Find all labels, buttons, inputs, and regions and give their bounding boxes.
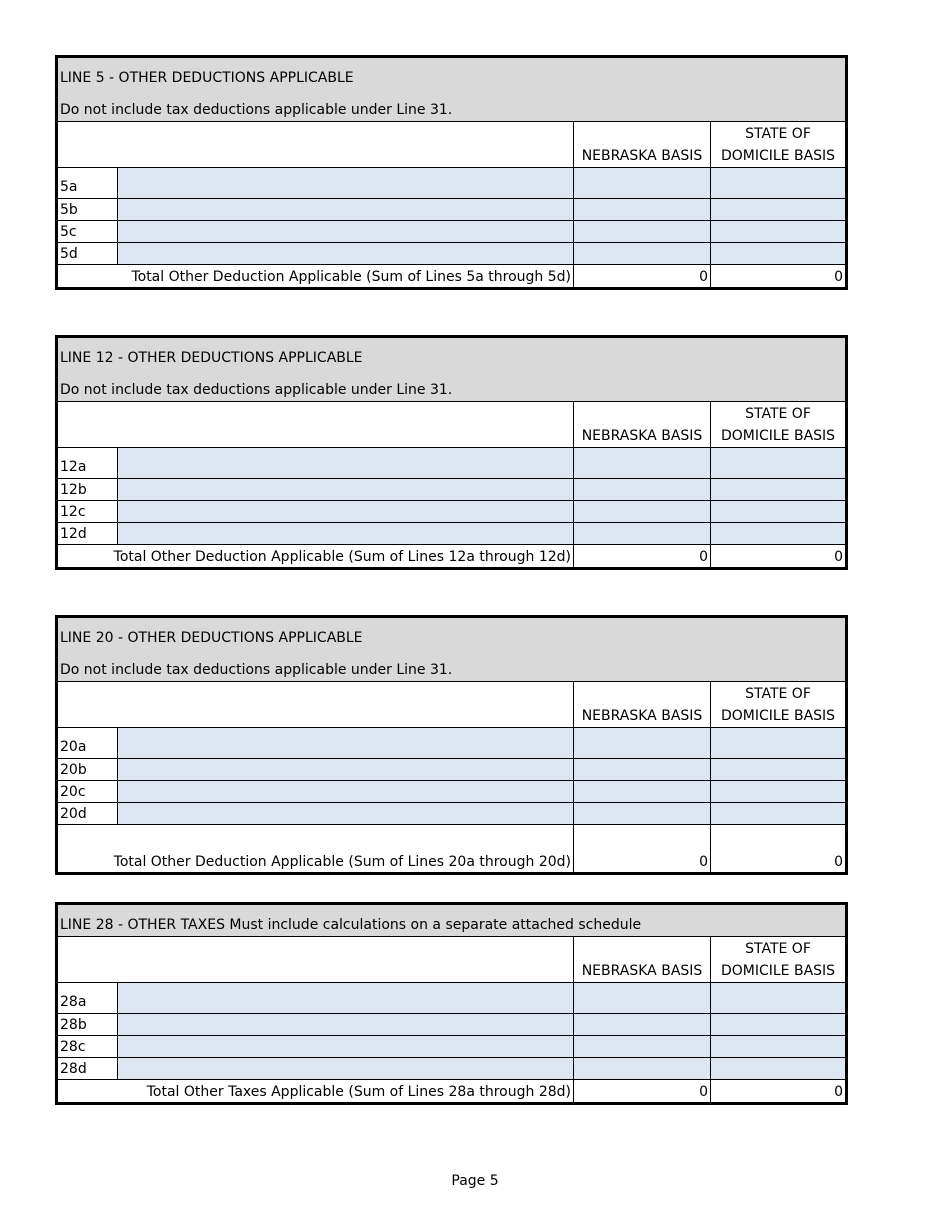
- nebraska-basis-header: NEBRASKA BASIS: [574, 122, 711, 167]
- nebraska-basis-header: NEBRASKA BASIS: [574, 682, 711, 727]
- description-input[interactable]: [118, 803, 574, 824]
- line-label: 20a: [58, 728, 118, 758]
- domicile-basis-header: STATE OF DOMICILE BASIS: [720, 940, 836, 979]
- table-row: [58, 728, 845, 759]
- table-row: [58, 221, 845, 243]
- line-20-section: [55, 615, 848, 875]
- line-label: 5a: [58, 168, 118, 198]
- domicile-basis-input[interactable]: [711, 1058, 845, 1079]
- domicile-basis-input[interactable]: [711, 448, 845, 478]
- line-label: 5b: [58, 199, 118, 220]
- domicile-basis-header: STATE OF DOMICILE BASIS: [720, 685, 836, 724]
- table-row: [58, 1058, 845, 1080]
- total-label: Total Other Deduction Applicable (Sum of Lines 5a through 5d): [58, 265, 574, 287]
- table-row: [58, 759, 845, 781]
- nebraska-basis-input[interactable]: [574, 523, 711, 544]
- description-input[interactable]: [118, 1036, 574, 1057]
- total-row: [58, 265, 845, 287]
- table-row: [58, 199, 845, 221]
- domicile-basis-input[interactable]: [711, 221, 845, 242]
- nebraska-basis-input[interactable]: [574, 168, 711, 198]
- line-label: 28c: [58, 1036, 118, 1057]
- section-header: [58, 338, 845, 401]
- nebraska-basis-input[interactable]: [574, 781, 711, 802]
- domicile-basis-input[interactable]: [711, 479, 845, 500]
- nebraska-basis-header: NEBRASKA BASIS: [574, 402, 711, 447]
- line-label: 20b: [58, 759, 118, 780]
- section-subtitle: Do not include tax deductions applicable under Line 31.: [60, 662, 453, 678]
- domicile-basis-input[interactable]: [711, 523, 845, 544]
- section-title: LINE 20 - OTHER DEDUCTIONS APPLICABLE: [60, 630, 363, 646]
- table-row: [58, 1036, 845, 1058]
- column-header-row: [58, 121, 845, 168]
- nebraska-basis-input[interactable]: [574, 759, 711, 780]
- nebraska-basis-input[interactable]: [574, 728, 711, 758]
- line-label: 28d: [58, 1058, 118, 1079]
- total-nebraska-value: 0: [574, 265, 711, 287]
- total-domicile-value: 0: [834, 269, 843, 285]
- line-label: 28a: [58, 983, 118, 1013]
- nebraska-basis-input[interactable]: [574, 479, 711, 500]
- total-domicile-value: 0: [834, 1084, 843, 1100]
- domicile-basis-input[interactable]: [711, 243, 845, 264]
- table-row: [58, 1014, 845, 1036]
- nebraska-basis-input[interactable]: [574, 221, 711, 242]
- domicile-basis-input[interactable]: [711, 781, 845, 802]
- table-row: [58, 781, 845, 803]
- line-label: 12a: [58, 448, 118, 478]
- description-input[interactable]: [118, 1058, 574, 1079]
- description-input[interactable]: [118, 983, 574, 1013]
- total-domicile-value: 0: [834, 854, 843, 870]
- total-nebraska-value: 0: [574, 545, 711, 567]
- table-row: [58, 243, 845, 265]
- total-row: [58, 545, 845, 567]
- description-input[interactable]: [118, 448, 574, 478]
- nebraska-basis-header: NEBRASKA BASIS: [574, 937, 711, 982]
- table-row: [58, 501, 845, 523]
- line-label: 5d: [58, 243, 118, 264]
- nebraska-basis-input[interactable]: [574, 1058, 711, 1079]
- domicile-basis-header: STATE OF DOMICILE BASIS: [720, 405, 836, 444]
- description-input[interactable]: [118, 221, 574, 242]
- section-header: [58, 58, 845, 121]
- total-row: [58, 825, 845, 872]
- description-input[interactable]: [118, 1014, 574, 1035]
- domicile-basis-header: STATE OF DOMICILE BASIS: [720, 125, 836, 164]
- table-row: [58, 448, 845, 479]
- total-nebraska-value: 0: [574, 1080, 711, 1102]
- description-input[interactable]: [118, 168, 574, 198]
- description-input[interactable]: [118, 501, 574, 522]
- nebraska-basis-input[interactable]: [574, 803, 711, 824]
- description-input[interactable]: [118, 199, 574, 220]
- line-label: 28b: [58, 1014, 118, 1035]
- page-number: Page 5: [451, 1173, 499, 1189]
- column-header-row: [58, 936, 845, 983]
- total-domicile-value: 0: [834, 549, 843, 565]
- section-header: [58, 905, 845, 936]
- domicile-basis-input[interactable]: [711, 501, 845, 522]
- line-5-section: [55, 55, 848, 290]
- column-header-row: [58, 401, 845, 448]
- total-row: [58, 1080, 845, 1102]
- section-title: LINE 28 - OTHER TAXES Must include calculations on a separate attached schedule: [60, 917, 642, 933]
- total-nebraska-value: 0: [574, 825, 711, 872]
- section-header: [58, 618, 845, 681]
- line-label: 12d: [58, 523, 118, 544]
- description-input[interactable]: [118, 728, 574, 758]
- line-label: 5c: [58, 221, 118, 242]
- nebraska-basis-input[interactable]: [574, 1036, 711, 1057]
- domicile-basis-input[interactable]: [711, 728, 845, 758]
- table-row: [58, 983, 845, 1014]
- line-12-section: [55, 335, 848, 570]
- section-subtitle: Do not include tax deductions applicable under Line 31.: [60, 102, 453, 118]
- table-row: [58, 168, 845, 199]
- line-label: 12b: [58, 479, 118, 500]
- section-subtitle: Do not include tax deductions applicable under Line 31.: [60, 382, 453, 398]
- section-title: LINE 5 - OTHER DEDUCTIONS APPLICABLE: [60, 70, 354, 86]
- total-label: Total Other Deduction Applicable (Sum of Lines 12a through 12d): [58, 545, 574, 567]
- table-row: [58, 479, 845, 501]
- description-input[interactable]: [118, 479, 574, 500]
- domicile-basis-input[interactable]: [711, 983, 845, 1013]
- description-input[interactable]: [118, 781, 574, 802]
- description-input[interactable]: [118, 243, 574, 264]
- section-title: LINE 12 - OTHER DEDUCTIONS APPLICABLE: [60, 350, 363, 366]
- domicile-basis-input[interactable]: [711, 759, 845, 780]
- table-row: [58, 803, 845, 825]
- line-label: 20c: [58, 781, 118, 802]
- line-28-section: [55, 902, 848, 1105]
- total-label: Total Other Deduction Applicable (Sum of Lines 20a through 20d): [58, 825, 574, 872]
- domicile-basis-input[interactable]: [711, 1014, 845, 1035]
- domicile-basis-input[interactable]: [711, 199, 845, 220]
- domicile-basis-input[interactable]: [711, 803, 845, 824]
- domicile-basis-input[interactable]: [711, 1036, 845, 1057]
- nebraska-basis-input[interactable]: [574, 1014, 711, 1035]
- nebraska-basis-input[interactable]: [574, 983, 711, 1013]
- nebraska-basis-input[interactable]: [574, 243, 711, 264]
- description-input[interactable]: [118, 523, 574, 544]
- column-header-row: [58, 681, 845, 728]
- nebraska-basis-input[interactable]: [574, 448, 711, 478]
- nebraska-basis-input[interactable]: [574, 199, 711, 220]
- nebraska-basis-input[interactable]: [574, 501, 711, 522]
- description-input[interactable]: [118, 759, 574, 780]
- total-label: Total Other Taxes Applicable (Sum of Lines 28a through 28d): [58, 1080, 574, 1102]
- domicile-basis-input[interactable]: [711, 168, 845, 198]
- table-row: [58, 523, 845, 545]
- line-label: 12c: [58, 501, 118, 522]
- line-label: 20d: [58, 803, 118, 824]
